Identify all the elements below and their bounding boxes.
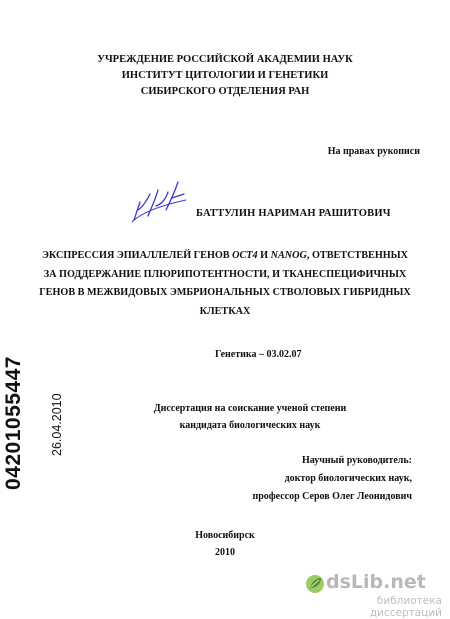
archive-stamp bbox=[2, 330, 64, 490]
place-and-year bbox=[0, 527, 450, 561]
title-line-3: ГЕНОВ В МЕЖВИДОВЫХ ЭМБРИОНАЛЬНЫХ СТВОЛОВЫХ ГИБРИДНЫХ bbox=[39, 287, 411, 298]
title-line-1 bbox=[0, 247, 450, 266]
green-leaf-icon bbox=[304, 573, 326, 595]
degree-line-2: кандидата биологических наук bbox=[179, 420, 321, 431]
institution-header bbox=[0, 52, 450, 100]
manuscript-rights-label: На правах рукописи bbox=[327, 146, 420, 157]
archive-number: 04201055447 bbox=[2, 356, 25, 490]
supervisor-label: Научный руководитель: bbox=[302, 455, 412, 466]
institution-line-2: ИНСТИТУТ ЦИТОЛОГИИ И ГЕНЕТИКИ bbox=[121, 70, 329, 81]
author-name: БАТТУЛИН НАРИМАН РАШИТОВИЧ bbox=[196, 208, 391, 219]
gene-nanog: NANOG bbox=[270, 250, 307, 261]
year: 2010 bbox=[215, 547, 235, 558]
degree-line-1: Диссертация на соискание ученой степени bbox=[153, 403, 347, 414]
institution-line-1: УЧРЕЖДЕНИЕ РОССИЙСКОЙ АКАДЕМИИ НАУК bbox=[97, 54, 353, 65]
title-part: ЭКСПРЕССИЯ ЭПИАЛЛЕЛЕЙ ГЕНОВ bbox=[41, 250, 233, 261]
supervisor-degree: доктор биологических наук, bbox=[284, 473, 412, 484]
dissertation-title bbox=[0, 247, 450, 321]
watermark-site: dsLib.net bbox=[326, 571, 426, 593]
title-part: , ОТВЕТСТВЕННЫХ bbox=[306, 250, 409, 261]
handwritten-signature bbox=[128, 176, 190, 226]
specialty-code: Генетика – 03.02.07 bbox=[215, 349, 302, 360]
title-line-2: ЗА ПОДДЕРЖАНИЕ ПЛЮРИПОТЕНТНОСТИ, И ТКАНЕСПЕЦИФИЧНЫХ bbox=[43, 268, 407, 280]
institution-line-3: СИБИРСКОГО ОТДЕЛЕНИЯ РАН bbox=[140, 86, 310, 97]
city: Новосибирск bbox=[195, 530, 255, 541]
watermark-subtitle: библиотека диссертаций bbox=[369, 595, 442, 619]
title-part: И bbox=[257, 250, 271, 261]
degree-statement bbox=[0, 400, 450, 434]
gene-oct4: OCT4 bbox=[232, 250, 258, 261]
supervisor-block bbox=[252, 452, 412, 506]
supervisor-name: профессор Серов Олег Леонидович bbox=[252, 491, 412, 502]
title-line-4: КЛЕТКАХ bbox=[199, 305, 251, 317]
watermark[interactable] bbox=[304, 571, 444, 619]
archive-date: 26.04.2010 bbox=[50, 393, 64, 456]
